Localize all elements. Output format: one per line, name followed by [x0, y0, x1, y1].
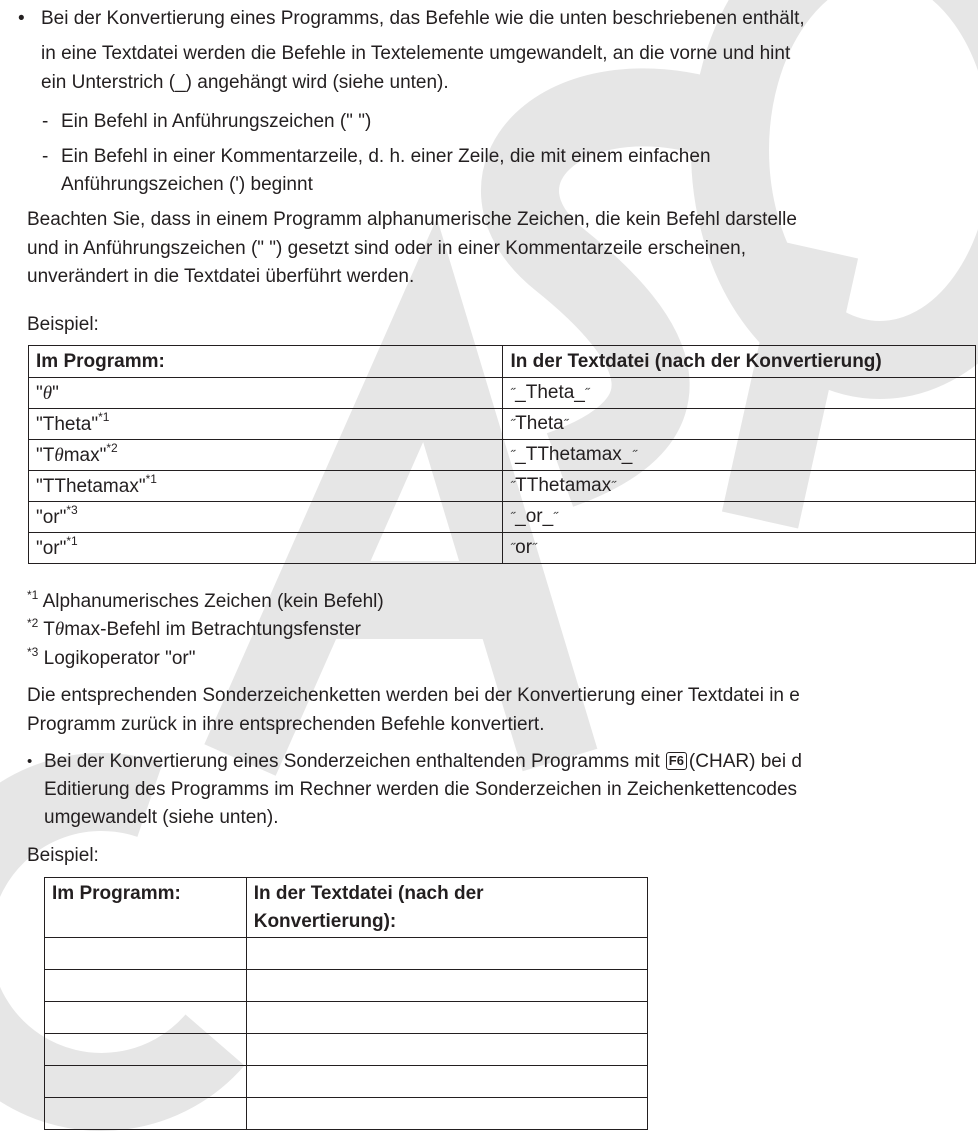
program-cell: "or"$^{*1}$ — [29, 533, 503, 564]
sub-item-2-line-2: Anführungszeichen (') beginnt — [61, 174, 313, 195]
char-bullet-line-2: Editierung des Programms im Rechner werden die Sonderzeichen in Zeichenkettencodes — [44, 779, 798, 800]
char-bullet-marker: • — [27, 753, 33, 770]
header-textfile: In der Textdatei (nach der Konvertierung): — [246, 878, 647, 938]
command-conversion-table — [28, 345, 976, 564]
special-char-table — [44, 877, 648, 1130]
table-row — [29, 440, 976, 471]
program-cell — [45, 938, 247, 970]
textfile-cell: ˝_Theta_˝ — [503, 378, 976, 409]
sub-item-1-text: Ein Befehl in Anführungszeichen (" ") — [61, 111, 372, 132]
sub-item-2-line-1: Ein Befehl in einer Kommentarzeile, d. h. einer Zeile, die mit einem einfachen — [61, 146, 711, 167]
intro-line-3: ein Unterstrich (_) angehängt wird (siehe unten). — [41, 72, 449, 93]
table-row — [29, 471, 976, 502]
char-bullet-line-1: Bei der Konvertierung eines Sonderzeichen enthaltenden Programms mit F6 (CHAR) bei d — [44, 751, 802, 772]
textfile-cell — [246, 1098, 647, 1130]
textfile-cell: ˝or˝ — [503, 533, 976, 564]
sub-item-2-marker: - — [42, 146, 49, 167]
example-label-2: Beispiel: — [27, 845, 99, 866]
program-cell: "TThetamax"$^{*1}$ — [29, 471, 503, 502]
char-bullet-line-3: umgewandelt (siehe unten). — [44, 807, 279, 828]
note-line-2: und in Anführungszeichen (" ") gesetzt sind oder in einer Kommentarzeile erscheinen, — [27, 238, 747, 259]
table-row — [45, 970, 648, 1002]
reconvert-line-2: Programm zurück in ihre entsprechenden Befehle konvertiert. — [27, 714, 545, 735]
reconvert-line-1: Die entsprechenden Sonderzeichenketten werden bei der Konvertierung einer Textdatei in e — [27, 685, 800, 706]
table-header-row — [29, 346, 976, 378]
program-cell: "or"$^{*3}$ — [29, 502, 503, 533]
footnote-2: $^{*2}$ Tθmax-Befehl im Betrachtungsfenster — [27, 615, 361, 640]
table-row — [45, 1002, 648, 1034]
table-row — [29, 502, 976, 533]
theta-symbol: θ — [54, 619, 65, 640]
program-cell — [45, 970, 247, 1002]
intro-bullet-marker: • — [18, 8, 25, 29]
note-line-3: unverändert in die Textdatei überführt werden. — [27, 266, 415, 287]
note-line-1: Beachten Sie, dass in einem Programm alphanumerische Zeichen, die kein Befehl darstelle — [27, 209, 797, 230]
header-program: Im Programm: — [45, 878, 247, 938]
program-cell: "θ" — [29, 378, 503, 409]
program-cell — [45, 1002, 247, 1034]
textfile-cell: ˝_or_˝ — [503, 502, 976, 533]
textfile-cell — [246, 1066, 647, 1098]
textfile-cell: ˝TThetamax˝ — [503, 471, 976, 502]
textfile-cell — [246, 1034, 647, 1066]
theta-symbol: θ — [54, 444, 64, 466]
f6-key-icon: F6 — [666, 752, 687, 770]
table-row — [45, 1034, 648, 1066]
program-cell — [45, 1034, 247, 1066]
intro-line-1: Bei der Konvertierung eines Programms, das Befehle wie die unten beschriebenen enthält, — [41, 8, 805, 29]
table-row — [29, 378, 976, 409]
textfile-cell — [246, 970, 647, 1002]
textfile-cell: ˝Theta˝ — [503, 409, 976, 440]
program-cell — [45, 1066, 247, 1098]
footnote-1: $^{*1}$ Alphanumerisches Zeichen (kein Befehl) — [27, 587, 384, 612]
program-cell: "Tθmax"$^{*2}$ — [29, 440, 503, 471]
program-cell — [45, 1098, 247, 1130]
table-row — [45, 1066, 648, 1098]
table-row — [45, 938, 648, 970]
theta-symbol: θ — [42, 382, 53, 404]
header-program: Im Programm: — [29, 346, 503, 378]
program-cell: "Theta"$^{*1}$ — [29, 409, 503, 440]
example-label-1: Beispiel: — [27, 314, 99, 335]
table-header-row — [45, 878, 648, 938]
textfile-cell — [246, 938, 647, 970]
textfile-cell: ˝_TThetamax_˝ — [503, 440, 976, 471]
intro-line-2: in eine Textdatei werden die Befehle in Textelemente umgewandelt, an die vorne und hint — [41, 43, 791, 64]
textfile-cell — [246, 1002, 647, 1034]
footnote-3: $^{*3}$ Logikoperator "or" — [27, 644, 196, 669]
table-row — [29, 409, 976, 440]
sub-item-1-marker: - — [42, 111, 49, 132]
table-row — [29, 533, 976, 564]
table-row — [45, 1098, 648, 1130]
header-textfile: In der Textdatei (nach der Konvertierung) — [503, 346, 976, 378]
